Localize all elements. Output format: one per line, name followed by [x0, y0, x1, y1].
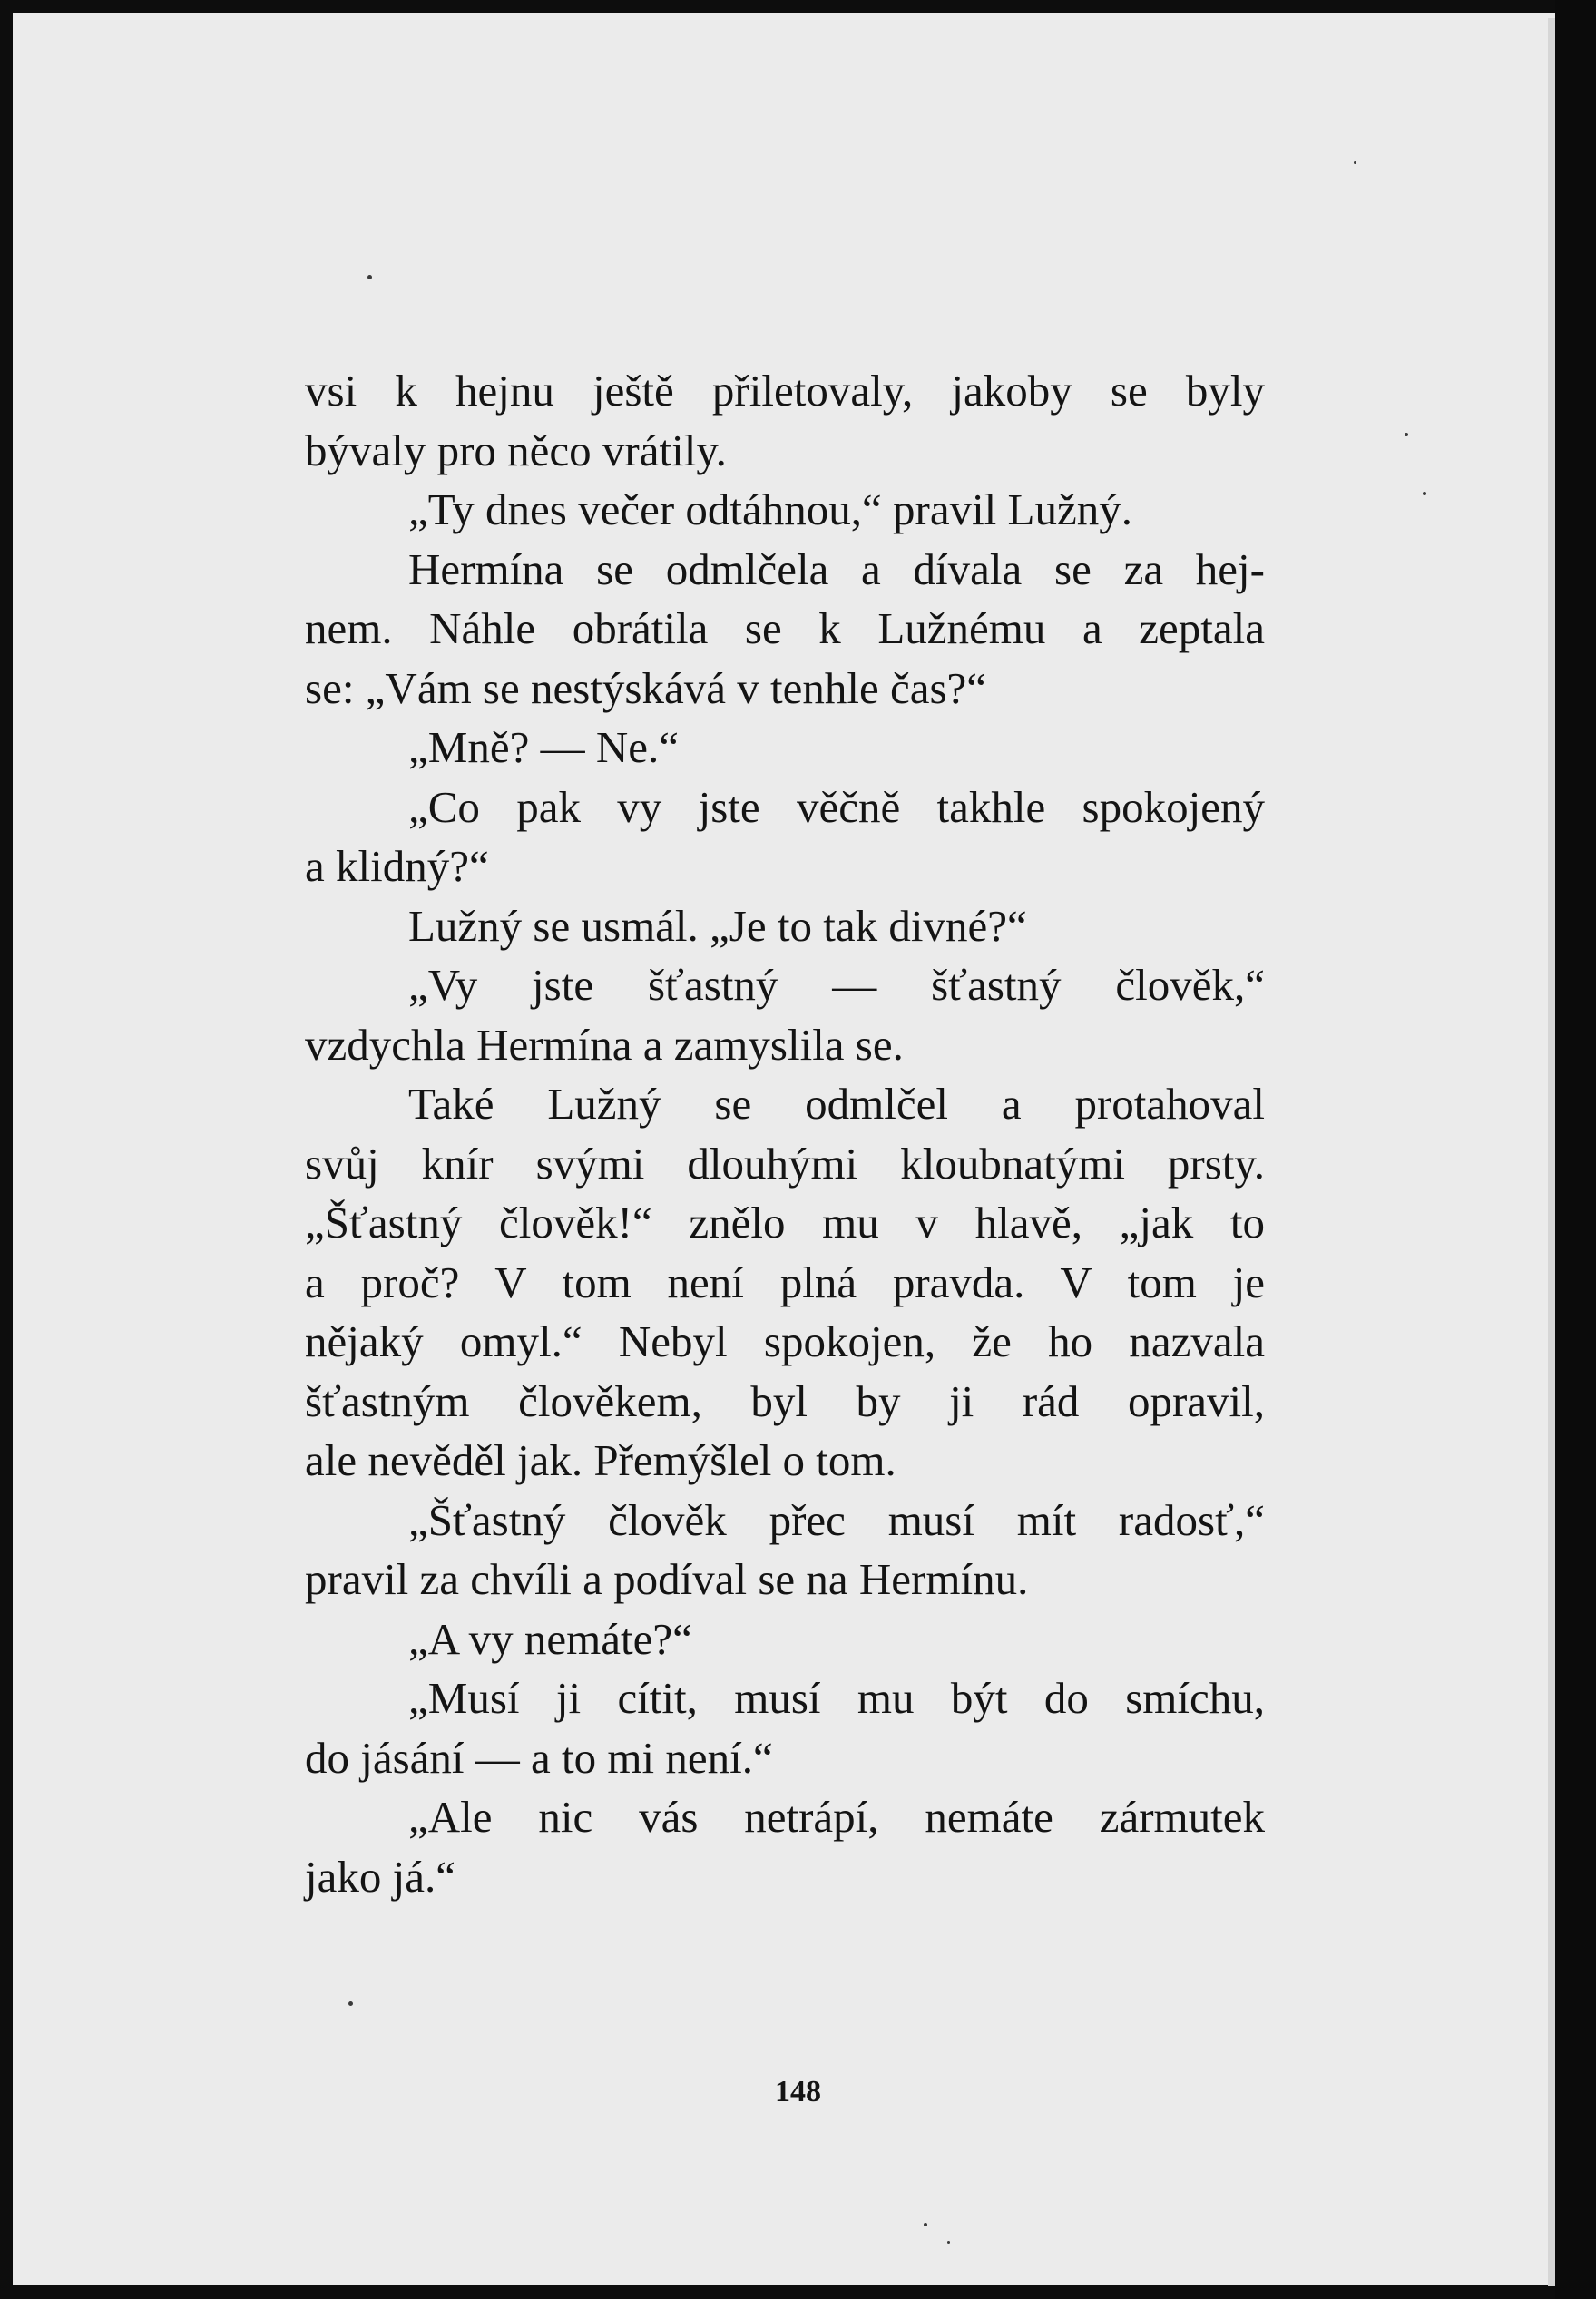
page-number: 148: [775, 2075, 821, 2108]
text-line: „A vy nemáte?“: [408, 1613, 692, 1664]
text-line: vzdychla Hermína a zamyslila se.: [305, 1019, 904, 1070]
text-line: do jásání — a to mi není.“: [305, 1732, 773, 1783]
text-line: „Co pak vy jste věčně takhle spokojený: [408, 781, 1265, 832]
scan-speck: [1423, 492, 1426, 495]
scan-speck: [367, 275, 372, 279]
text-line: vsi k hejnu ještě přiletovaly, jakoby se byly: [305, 366, 1265, 416]
text-line: a proč? V tom není plná pravda. V tom je: [305, 1257, 1265, 1307]
text-line: Také Lužný se odmlčel a protahoval: [408, 1079, 1265, 1129]
text-line: Hermína se odmlčela a dívala se za hej-: [408, 543, 1265, 594]
text-line: „Šťastný člověk přec musí mít radosť,“: [408, 1494, 1265, 1545]
text-line: šťastným člověkem, byl by ji rád opravil,: [305, 1375, 1265, 1426]
text-line: Lužný se usmál. „Je to tak divné?“: [408, 900, 1027, 951]
text-line: ale nevěděl jak. Přemýšlel o tom.: [305, 1435, 896, 1485]
text-line: bývaly pro něco vrátily.: [305, 425, 727, 475]
text-line: „Šťastný člověk!“ znělo mu v hlavě, „jak to: [305, 1198, 1265, 1247]
scan-speck: [348, 2001, 353, 2006]
text-line: „Vy jste šťastný — šťastný člověk,“: [408, 960, 1265, 1010]
scan-speck: [924, 2223, 927, 2226]
text-line: „Musí ji cítit, musí mu být do smíchu,: [408, 1673, 1265, 1723]
text-line: „Ale nic vás netrápí, nemáte zármutek: [408, 1792, 1265, 1842]
text-line: nějaký omyl.“ Nebyl spokojen, že ho nazvala: [305, 1316, 1265, 1366]
text-line: a klidný?“: [305, 841, 489, 891]
text-line: „Ty dnes večer odtáhnou,“ pravil Lužný.: [408, 484, 1132, 534]
text-line: se: „Vám se nestýskává v tenhle čas?“: [305, 662, 987, 713]
scan-speck: [1354, 161, 1356, 164]
text-line: svůj knír svými dlouhými kloubnatými prsty.: [305, 1138, 1265, 1189]
scan-speck: [947, 2241, 950, 2244]
body-text: [305, 361, 1265, 1906]
scan-speck: [1405, 433, 1408, 436]
text-line: nem. Náhle obrátila se k Lužnému a zeptala: [305, 603, 1265, 653]
text-line: jako já.“: [305, 1851, 455, 1902]
page-edge-strip: [1548, 18, 1555, 2286]
text-line: „Mně? — Ne.“: [408, 722, 679, 772]
text-line: pravil za chvíli a podíval se na Hermínu.: [305, 1554, 1029, 1604]
scan-border: [1555, 0, 1596, 2299]
